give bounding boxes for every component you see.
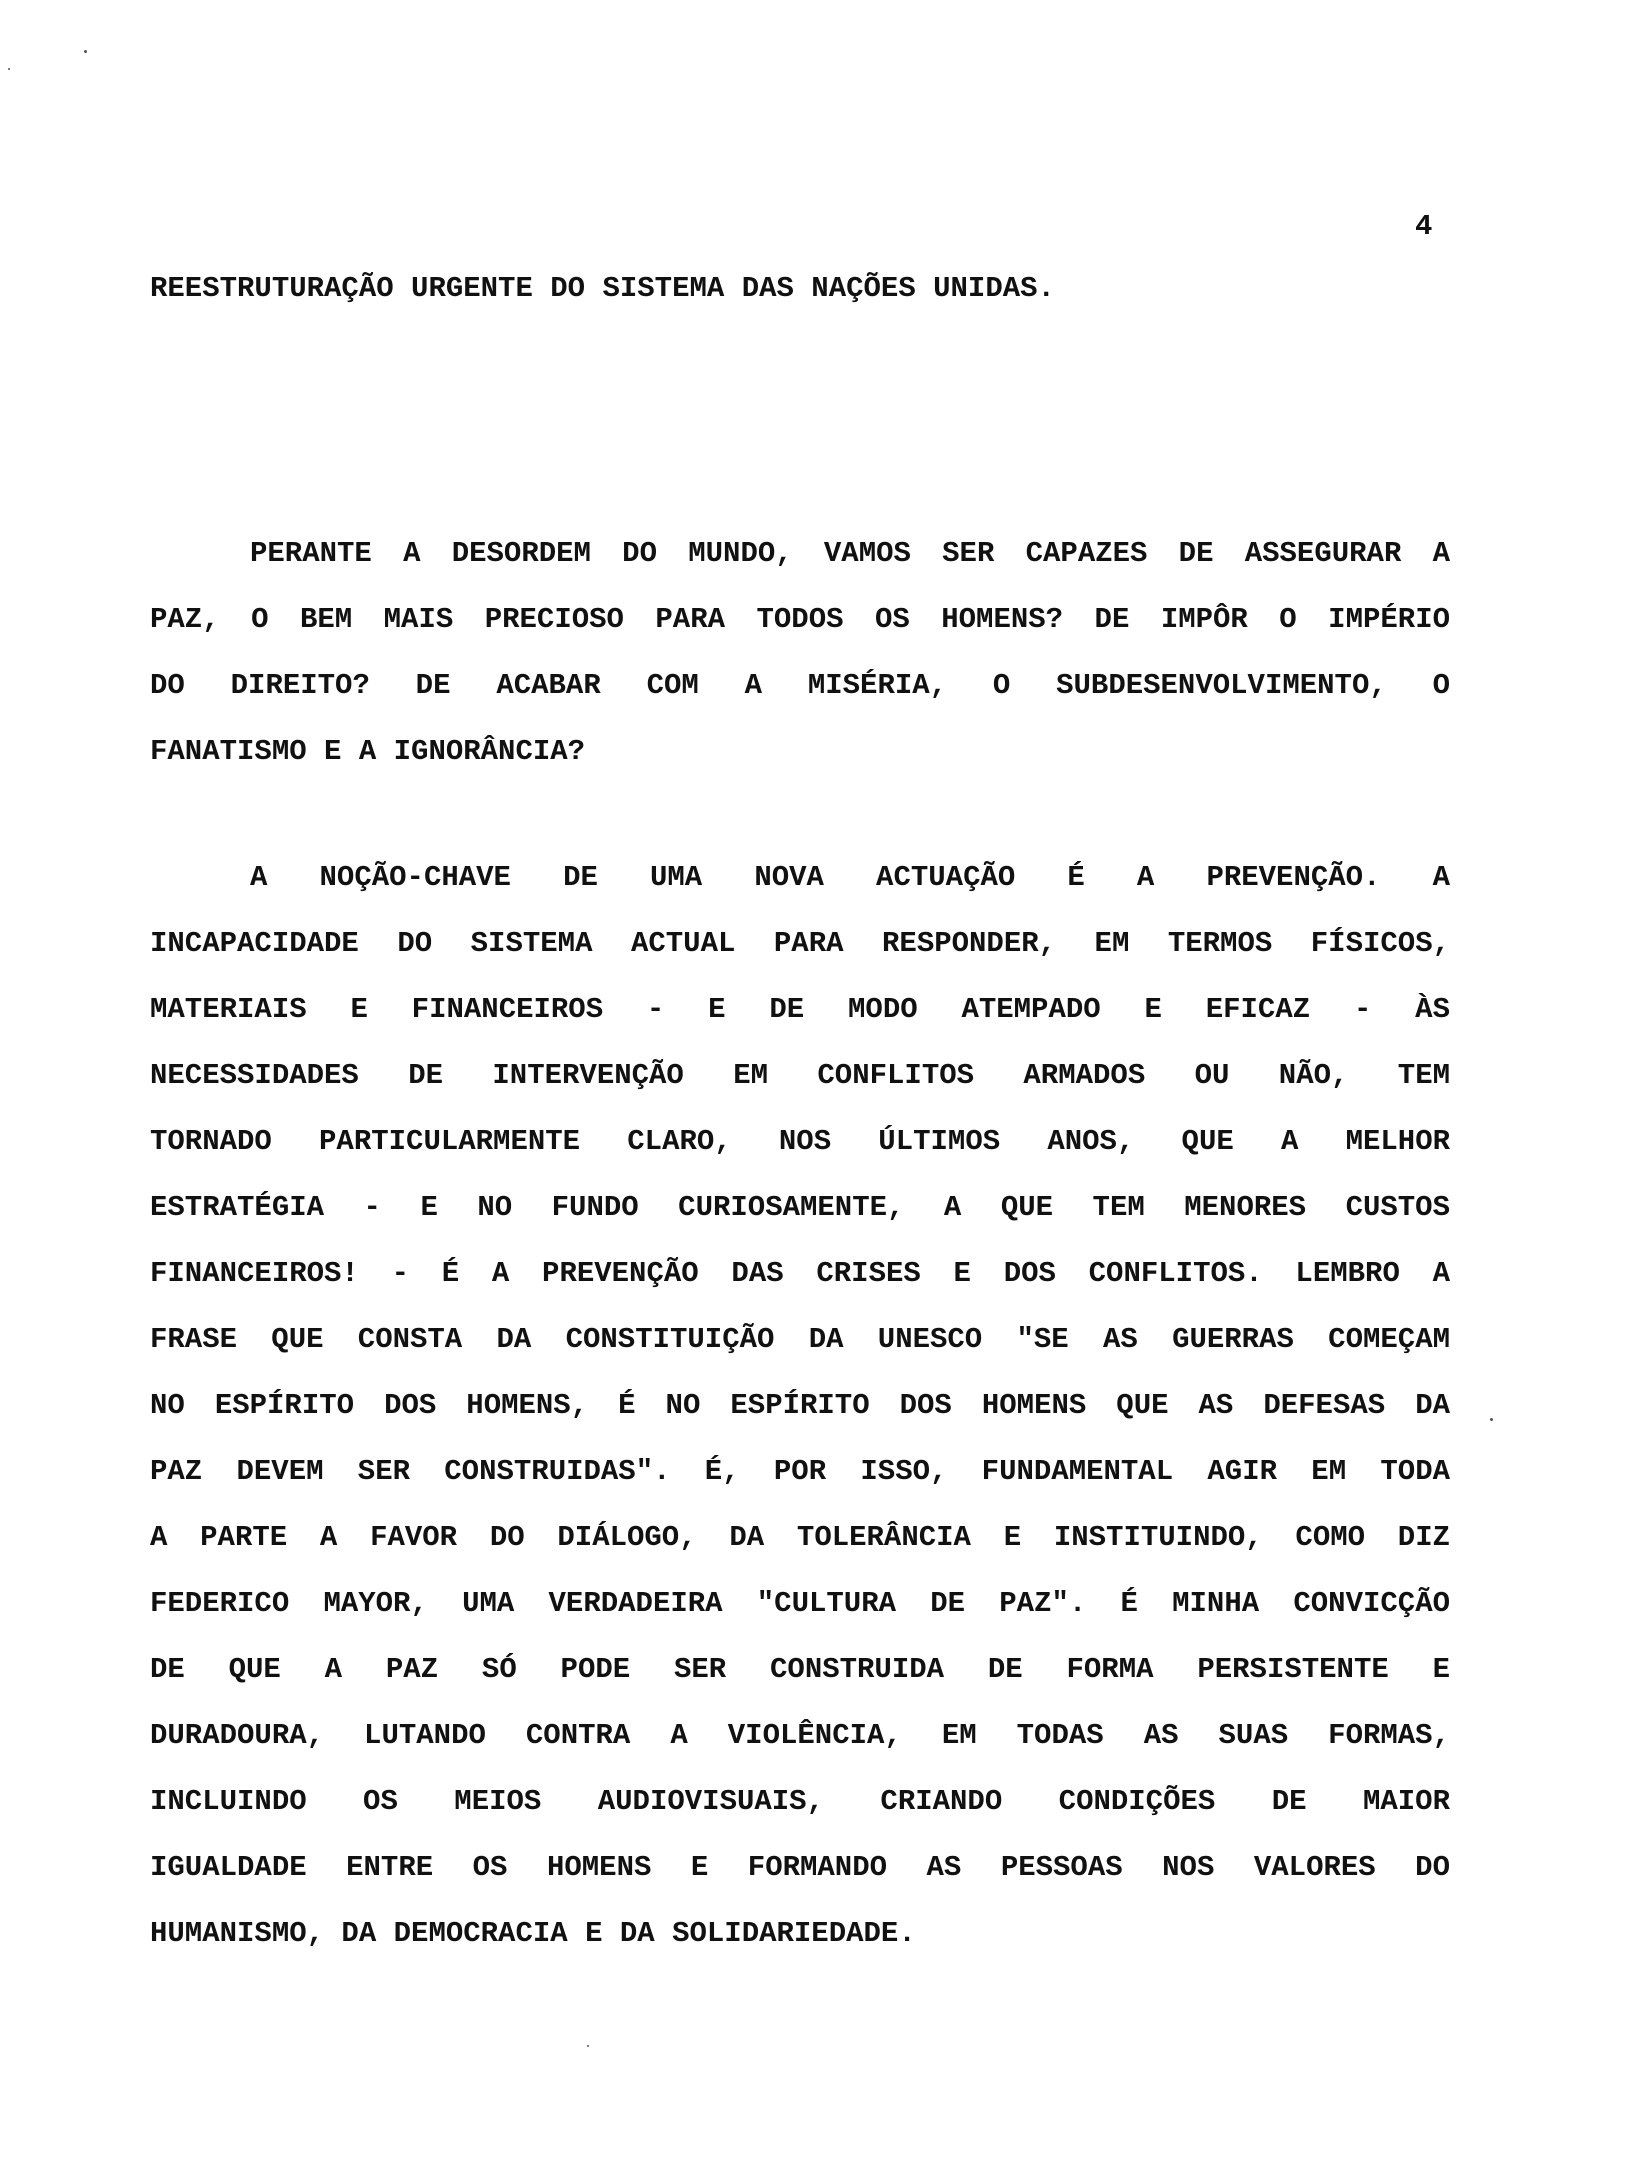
paragraph-line: DO DIREITO? DE ACABAR COM A MISÉRIA, O SUBDESENVOLVIMENTO, O [150, 669, 1450, 702]
page-number: 4 [1415, 210, 1433, 243]
paragraph-line: NO ESPÍRITO DOS HOMENS, É NO ESPÍRITO DOS HOMENS QUE AS DEFESAS DA [150, 1389, 1450, 1422]
scan-speck [587, 2045, 589, 2047]
paragraph-line: FINANCEIROS! - É A PREVENÇÃO DAS CRISES E DOS CONFLITOS. LEMBRO A [150, 1257, 1450, 1290]
paragraph-line: TORNADO PARTICULARMENTE CLARO, NOS ÚLTIMOS ANOS, QUE A MELHOR [150, 1125, 1450, 1158]
paragraph-line: A NOÇÃO-CHAVE DE UMA NOVA ACTUAÇÃO É A PREVENÇÃO. A [250, 861, 1450, 894]
paragraph-line: HUMANISMO, DA DEMOCRACIA E DA SOLIDARIEDADE. [150, 1917, 916, 1950]
paragraph-line: DE QUE A PAZ SÓ PODE SER CONSTRUIDA DE FORMA PERSISTENTE E [150, 1653, 1450, 1686]
paragraph-2 [150, 845, 1450, 1967]
paragraph-line: FEDERICO MAYOR, UMA VERDADEIRA "CULTURA DE PAZ". É MINHA CONVICÇÃO [150, 1587, 1450, 1620]
heading-line: REESTRUTURAÇÃO URGENTE DO SISTEMA DAS NAÇÕES UNIDAS. [150, 272, 1055, 305]
paragraph-line: INCLUINDO OS MEIOS AUDIOVISUAIS, CRIANDO CONDIÇÕES DE MAIOR [150, 1785, 1450, 1818]
paragraph-line: DURADOURA, LUTANDO CONTRA A VIOLÊNCIA, EM TODAS AS SUAS FORMAS, [150, 1719, 1450, 1752]
scan-speck [84, 50, 87, 53]
paragraph-line: INCAPACIDADE DO SISTEMA ACTUAL PARA RESPONDER, EM TERMOS FÍSICOS, [150, 927, 1450, 960]
paragraph-line: A PARTE A FAVOR DO DIÁLOGO, DA TOLERÂNCIA E INSTITUINDO, COMO DIZ [150, 1521, 1450, 1554]
paragraph-line: FANATISMO E A IGNORÂNCIA? [150, 735, 586, 768]
paragraph-line: MATERIAIS E FINANCEIROS - E DE MODO ATEMPADO E EFICAZ - ÀS [150, 993, 1450, 1026]
paragraph-line: PAZ DEVEM SER CONSTRUIDAS". É, POR ISSO, FUNDAMENTAL AGIR EM TODA [150, 1455, 1450, 1488]
paragraph-line: PAZ, O BEM MAIS PRECIOSO PARA TODOS OS HOMENS? DE IMPÔR O IMPÉRIO [150, 603, 1450, 636]
paragraph-line: FRASE QUE CONSTA DA CONSTITUIÇÃO DA UNESCO "SE AS GUERRAS COMEÇAM [150, 1323, 1450, 1356]
scan-speck [1490, 1418, 1493, 1421]
scan-speck [8, 68, 10, 70]
paragraph-line: PERANTE A DESORDEM DO MUNDO, VAMOS SER CAPAZES DE ASSEGURAR A [250, 537, 1450, 570]
paragraph-line: ESTRATÉGIA - E NO FUNDO CURIOSAMENTE, A QUE TEM MENORES CUSTOS [150, 1191, 1450, 1224]
paragraph-line: NECESSIDADES DE INTERVENÇÃO EM CONFLITOS ARMADOS OU NÃO, TEM [150, 1059, 1450, 1092]
paragraph-line: IGUALDADE ENTRE OS HOMENS E FORMANDO AS PESSOAS NOS VALORES DO [150, 1851, 1450, 1884]
paragraph-1 [150, 521, 1450, 785]
